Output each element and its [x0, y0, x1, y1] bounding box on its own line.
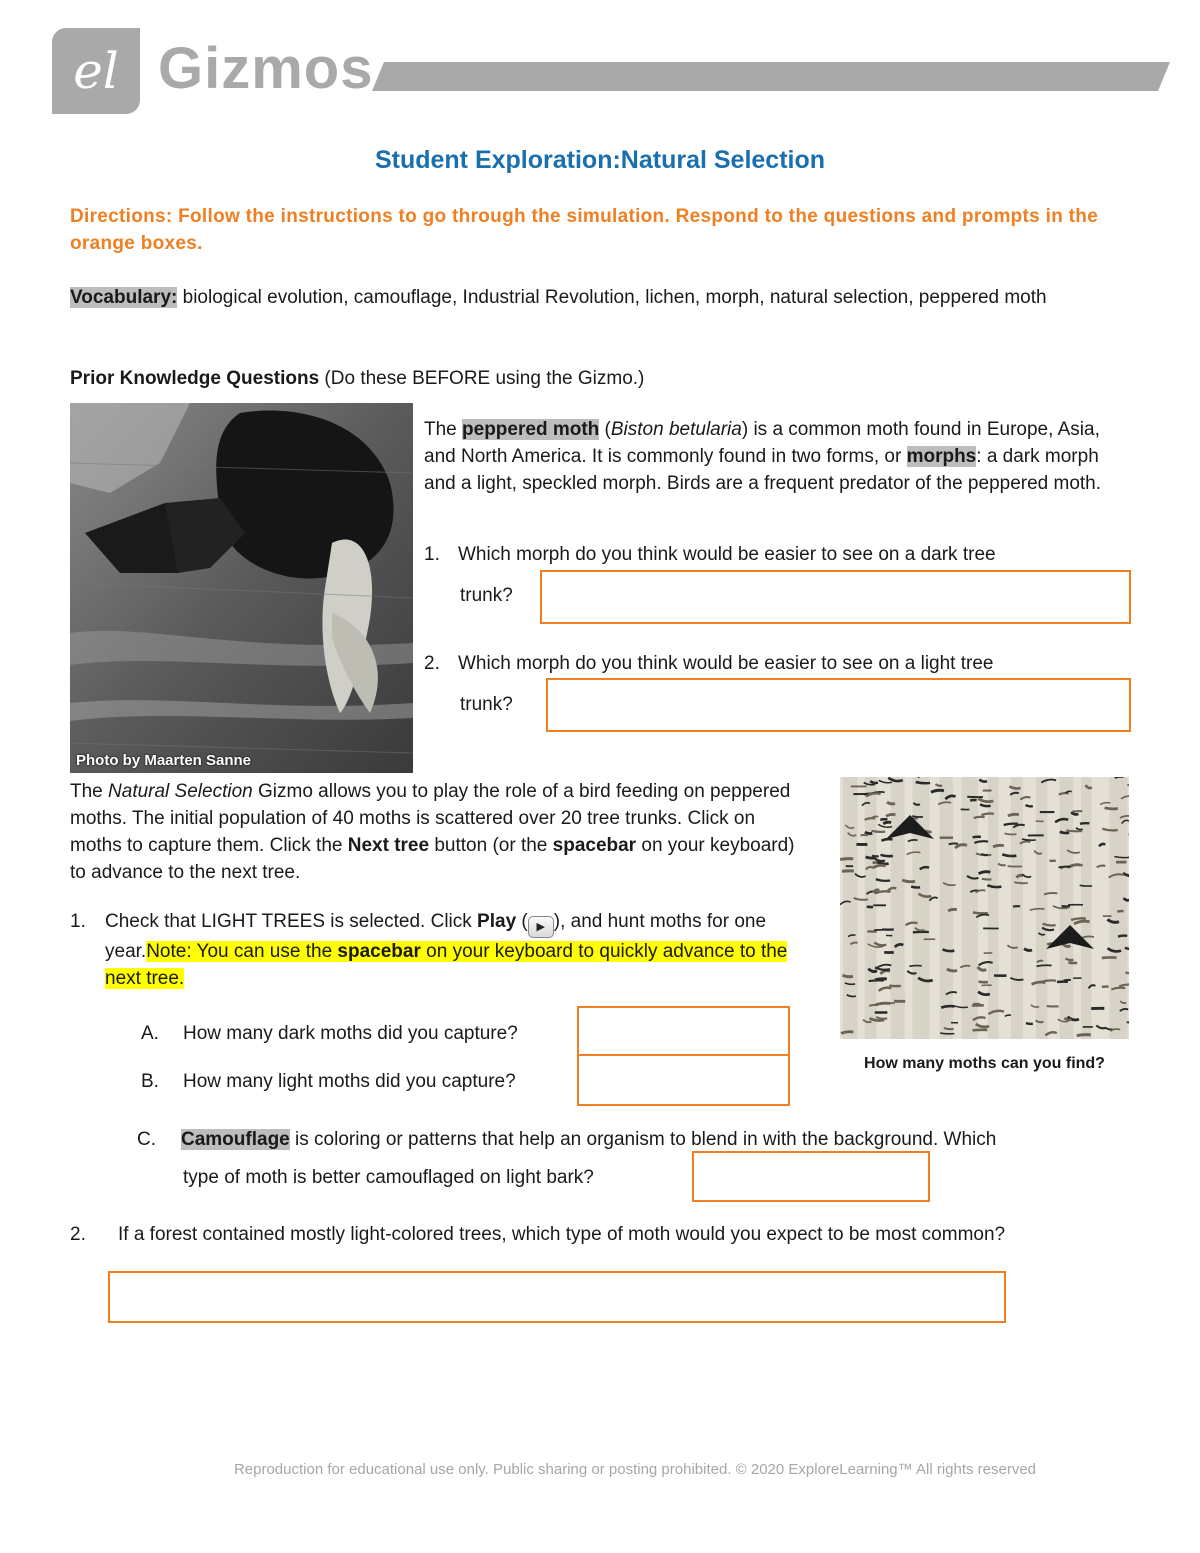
sub-question-c-text: [181, 1126, 1131, 1153]
step-1-segment: Check that LIGHT TREES is selected. Click: [105, 911, 478, 932]
prior-knowledge-heading: [70, 365, 644, 392]
header-bar: [372, 62, 1170, 91]
note-text: Note: You can use the: [146, 941, 338, 962]
play-icon: ▶: [528, 916, 554, 938]
pk-question-2-number: 2.: [424, 653, 440, 674]
gizmo-name: Natural Selection: [108, 781, 253, 802]
intro-text: : a dark morph and a light, speckled morph. Birds are a frequent predator of the peppered moth.: [424, 446, 1102, 494]
answer-box-pk-q1[interactable]: [540, 570, 1131, 624]
section-heading: Prior Knowledge Questions: [70, 368, 320, 389]
peppered-moth-term: peppered moth: [462, 419, 600, 440]
note-spacebar: spacebar: [337, 941, 421, 962]
sub-question-c-text-cont: type of moth is better camouflaged on light bark?: [183, 1167, 594, 1188]
brand-name: Gizmos: [158, 36, 374, 101]
step-1-text: [105, 908, 805, 992]
intro-text: The: [424, 419, 463, 440]
sub-question-b-text: How many light moths did you capture?: [183, 1071, 516, 1092]
forest-image-caption: How many moths can you find?: [864, 1055, 1105, 1072]
morphs-term: morphs: [906, 446, 977, 467]
sub-question-a-text: How many dark moths did you capture?: [183, 1023, 518, 1044]
pk-question-1-text-cont: trunk?: [460, 585, 513, 606]
page-title: Student Exploration:Natural Selection: [374, 146, 826, 174]
gizmo-intro-text: on your keyboard) to advance to the next tree.: [70, 835, 795, 883]
directions: Directions: Follow the instructions to go through the simulation. Respond to the questions and prompts in the orange boxes.: [70, 206, 1099, 254]
answer-box-pk-q2[interactable]: [546, 678, 1131, 732]
explorelearning-el-logo-icon: el: [73, 42, 119, 100]
peppered-moth-intro: [424, 416, 1130, 497]
note-highlight: [105, 941, 787, 989]
pk-question-2-text-cont: trunk?: [460, 694, 513, 715]
sub-question-b-letter: B.: [141, 1071, 159, 1092]
gizmos-logo: [52, 28, 140, 114]
step-1-number: 1.: [70, 911, 86, 932]
species-name: Biston betularia: [610, 419, 742, 440]
play-term: Play: [477, 911, 517, 932]
answer-box-light-moths[interactable]: [577, 1054, 790, 1106]
section-note: (Do these BEFORE using the Gizmo.): [319, 368, 645, 389]
step-1-segment: (: [516, 911, 528, 932]
vocabulary: [70, 284, 1135, 311]
pk-question-1-text: Which morph do you think would be easier to see on a dark tree: [458, 544, 996, 565]
gizmo-intro-text: The: [70, 781, 109, 802]
note-text: on your keyboard to quickly advance to the next tree.: [105, 941, 788, 989]
pk-question-2-text: Which morph do you think would be easier to see on a light tree: [458, 653, 994, 674]
photo-credit: Photo by Maarten Sanne: [76, 752, 252, 769]
intro-text: (: [599, 419, 611, 440]
footer-copyright: Reproduction for educational use only. Public sharing or posting prohibited. © 2020 ExploreLearning™ All rights reserved: [233, 1461, 1037, 1478]
step-1-segment: ), and hunt moths for one year.: [105, 911, 767, 962]
intro-text: ) is a common moth found in Europe, Asia, and North America. It is commonly found in two forms, or: [424, 419, 1100, 467]
camouflage-term: Camouflage: [181, 1129, 290, 1150]
vocabulary-terms: biological evolution, camouflage, Industrial Revolution, lichen, morph, natural selection, peppered moth: [177, 287, 1047, 308]
step-2-text: If a forest contained mostly light-colored trees, which type of moth would you expect to be most common?: [118, 1224, 1006, 1245]
next-tree-term: Next tree: [347, 835, 430, 856]
gizmo-intro-text: Gizmo allows you to play the role of a bird feeding on peppered moths. The initial population of 40 moths is scattered over 20 tree trunks. Click on moths to capture them. Click the: [70, 781, 791, 856]
answer-box-camouflage[interactable]: [692, 1151, 930, 1202]
answer-box-dark-moths[interactable]: [577, 1006, 790, 1056]
spacebar-term: spacebar: [552, 835, 637, 856]
gizmo-intro-text: button (or the: [429, 835, 553, 856]
gizmo-intro: [70, 778, 805, 886]
sub-question-c-letter: C.: [137, 1129, 156, 1150]
vocabulary-label: Vocabulary:: [70, 287, 178, 308]
sub-question-a-letter: A.: [141, 1023, 159, 1044]
pk-question-1-number: 1.: [424, 544, 440, 565]
moth-forest-image: [840, 777, 1129, 1039]
camouflage-text: is coloring or patterns that help an organism to blend in with the background. Which: [289, 1129, 997, 1150]
step-2-number: 2.: [70, 1224, 86, 1245]
peppered-moth-photo: [70, 403, 413, 773]
answer-box-step-2[interactable]: [108, 1271, 1006, 1323]
